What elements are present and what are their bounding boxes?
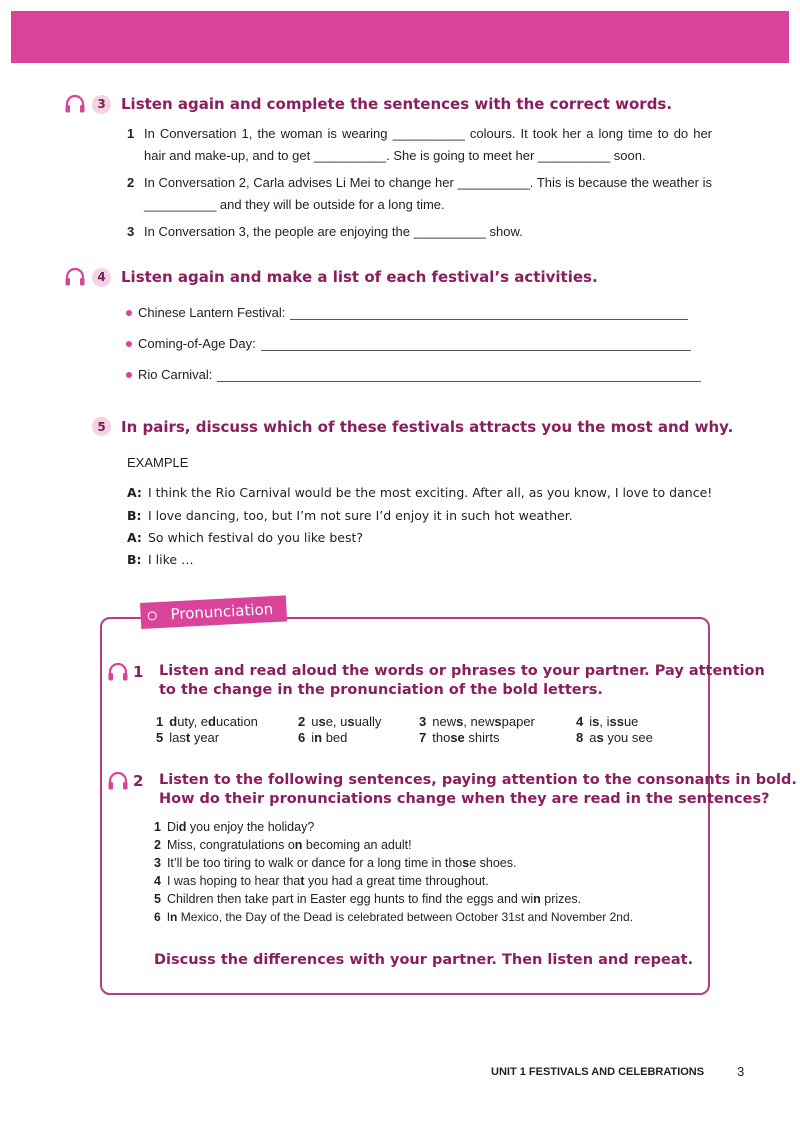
page-number: 3 (737, 1064, 745, 1079)
sentence-item (154, 856, 516, 870)
bold-letters: n (314, 730, 323, 745)
bullet-icon (126, 310, 132, 316)
word-part: u (311, 714, 319, 729)
exercise-title: Listen and read aloud the words or phrases to your partner. Pay attention (159, 663, 765, 679)
word-part: , i (599, 714, 610, 729)
festival-label: Rio Carnival: (138, 367, 213, 382)
dialogue-text: I think the Rio Carnival would be the most exciting. After all, as you know, I love to dance! (148, 485, 713, 500)
bold-letters: ss (609, 714, 624, 729)
word-item (419, 730, 576, 746)
item-number: 1 (156, 714, 164, 729)
exercise-4-heading (64, 267, 598, 287)
discuss-instruction: Discuss the differences with your partner. Then listen and repeat. (154, 952, 694, 968)
bold-letters: n (294, 838, 303, 852)
item-number: 1 (127, 126, 135, 141)
dialogue-text: I like … (148, 552, 194, 567)
festival-item (126, 305, 688, 320)
pronunciation-label: Pronunciation (170, 600, 274, 624)
exercise-title: Listen again and make a list of each festival’s activities. (121, 268, 598, 286)
item-number: 7 (419, 730, 427, 745)
dialogue-text: So which festival do you like best? (148, 530, 363, 545)
exercise-number: 3 (92, 95, 111, 114)
item-number: 3 (127, 224, 135, 239)
item-number: 6 (154, 910, 161, 924)
top-banner (11, 11, 789, 63)
headphones-icon (107, 662, 129, 682)
item-number: 2 (127, 175, 135, 190)
word-part: i (311, 730, 315, 745)
word-item (576, 714, 686, 730)
word-part: i (589, 714, 593, 729)
sentence-item (154, 820, 314, 834)
headphones-icon (64, 267, 86, 287)
word-part: e, u (325, 714, 348, 729)
word-part: a (589, 730, 597, 745)
list-item (127, 123, 712, 166)
word-item (298, 730, 419, 746)
list-item (127, 221, 712, 243)
item-number: 3 (419, 714, 427, 729)
sentence-item (154, 874, 489, 888)
word-part: ucation (215, 714, 258, 729)
sentence-part: you had a great time throughout. (304, 874, 489, 888)
word-item (419, 714, 576, 730)
item-number: 5 (156, 730, 164, 745)
word-part: las (169, 730, 186, 745)
sentence-part: It’ll be too tiring to walk or dance for a long time in tho (166, 856, 463, 870)
festival-label: Chinese Lantern Festival: (138, 305, 286, 320)
exercise-title: How do their pronunciations change when they are read in the sentences? (159, 791, 770, 807)
speaker: B: (127, 508, 142, 523)
speaker: A: (127, 485, 142, 500)
word-part: year (190, 730, 220, 745)
bold-letters: s (494, 714, 502, 729)
sentence-part: Children then take part in Easter egg hunts to find the eggs and wi (166, 892, 534, 906)
bullet-icon (126, 372, 132, 378)
exercise-number: 5 (92, 417, 111, 436)
pronunciation-1-heading (107, 662, 765, 700)
item-number: 4 (154, 874, 161, 888)
exercise-number: 1 (133, 663, 144, 681)
festival-item (126, 336, 691, 351)
item-number: 2 (154, 838, 161, 852)
word-item (576, 730, 686, 746)
festival-label: Coming-of-Age Day: (138, 336, 256, 351)
bold-letters: n (170, 910, 178, 924)
dialogue-line (127, 552, 194, 567)
unit-footer: UNIT 1 FESTIVALS AND CELEBRATIONS (491, 1066, 705, 1078)
bold-letters: se (450, 730, 465, 745)
word-item (298, 714, 419, 730)
bold-letters: s (596, 730, 604, 745)
bold-letters: s (456, 714, 464, 729)
exercise-title: Listen again and complete the sentences with the correct words. (121, 95, 673, 113)
word-part: ue (623, 714, 639, 729)
bold-letters: d (169, 714, 178, 729)
item-text: In Conversation 3, the people are enjoying the __________ show. (144, 224, 523, 239)
sentence-part: I was hoping to hear tha (166, 874, 301, 888)
exercise-3-sentences (127, 123, 712, 243)
bold-letters: s (592, 714, 600, 729)
bold-letters: s (347, 714, 355, 729)
word-part: uty, e (177, 714, 209, 729)
exercise-title: In pairs, discuss which of these festivals attracts you the most and why. (121, 417, 734, 436)
word-part: shirts (464, 730, 500, 745)
sentence-part: Mexico, the Day of the Dead is celebrated between October 31st and November 2nd. (177, 910, 633, 924)
item-text: In Conversation 1, the woman is wearing __________ colours. It took her a long time to do her hair and make-up, and to get __________. She is going to meet her __________ soon. (144, 126, 712, 163)
example-label: EXAMPLE (127, 455, 189, 470)
item-number: 5 (154, 892, 161, 906)
circle-icon (147, 611, 156, 620)
dialogue-text: I love dancing, too, but I’m not sure I’d enjoy it in such hot weather. (148, 508, 573, 523)
item-number: 3 (154, 856, 161, 870)
word-part: ually (354, 714, 382, 729)
bold-letters: d (178, 820, 187, 834)
pronunciation-2-heading (107, 771, 797, 809)
sentence-part: e shoes. (469, 856, 517, 870)
item-number: 6 (298, 730, 306, 745)
sentence-part: I (166, 910, 171, 924)
item-text: In Conversation 2, Carla advises Li Mei to change her __________. This is because the weather is __________ and they will be outside for a long time. (144, 175, 712, 212)
speaker: B: (127, 552, 142, 567)
bold-letters: t (185, 730, 191, 745)
headphones-icon (107, 771, 129, 791)
word-part: paper (501, 714, 535, 729)
sentence-item (154, 892, 581, 906)
exercise-number: 4 (92, 268, 111, 287)
sentence-item (154, 838, 412, 852)
bold-letters: s (462, 856, 470, 870)
exercise-title: Listen to the following sentences, paying attention to the consonants in bold. (159, 772, 797, 788)
list-item (127, 172, 712, 215)
exercise-3-heading (64, 94, 672, 114)
sentence-item (154, 910, 633, 924)
item-number: 1 (154, 820, 161, 834)
exercise-5-heading (92, 417, 733, 436)
dialogue-line (127, 485, 712, 500)
sentence-part: you enjoy the holiday? (186, 820, 315, 834)
answer-line[interactable] (261, 336, 691, 351)
sentence-part: prizes. (540, 892, 582, 906)
item-number: 8 (576, 730, 584, 745)
bold-letters: n (533, 892, 541, 906)
sentence-part: Di (166, 820, 179, 834)
word-part: tho (432, 730, 451, 745)
answer-line[interactable] (217, 367, 701, 382)
word-item (156, 730, 298, 746)
word-item (156, 714, 298, 730)
word-part: you see (603, 730, 653, 745)
bold-letters: t (300, 874, 305, 888)
sentence-part: becoming an adult! (302, 838, 412, 852)
item-number: 2 (298, 714, 306, 729)
exercise-title: to the change in the pronunciation of the bold letters. (159, 682, 603, 698)
answer-line[interactable] (290, 305, 688, 320)
word-part: new (432, 714, 457, 729)
item-number: 4 (576, 714, 584, 729)
word-part: bed (322, 730, 348, 745)
dialogue-line (127, 508, 573, 523)
bold-letters: s (318, 714, 326, 729)
sentence-part: Miss, congratulations o (166, 838, 295, 852)
word-part: , new (463, 714, 495, 729)
festival-item (126, 367, 701, 382)
bold-letters: d (208, 714, 216, 729)
dialogue-line (127, 530, 363, 545)
exercise-number: 2 (133, 772, 144, 790)
bullet-icon (126, 341, 132, 347)
word-list (156, 714, 686, 746)
headphones-icon (64, 94, 86, 114)
speaker: A: (127, 530, 142, 545)
